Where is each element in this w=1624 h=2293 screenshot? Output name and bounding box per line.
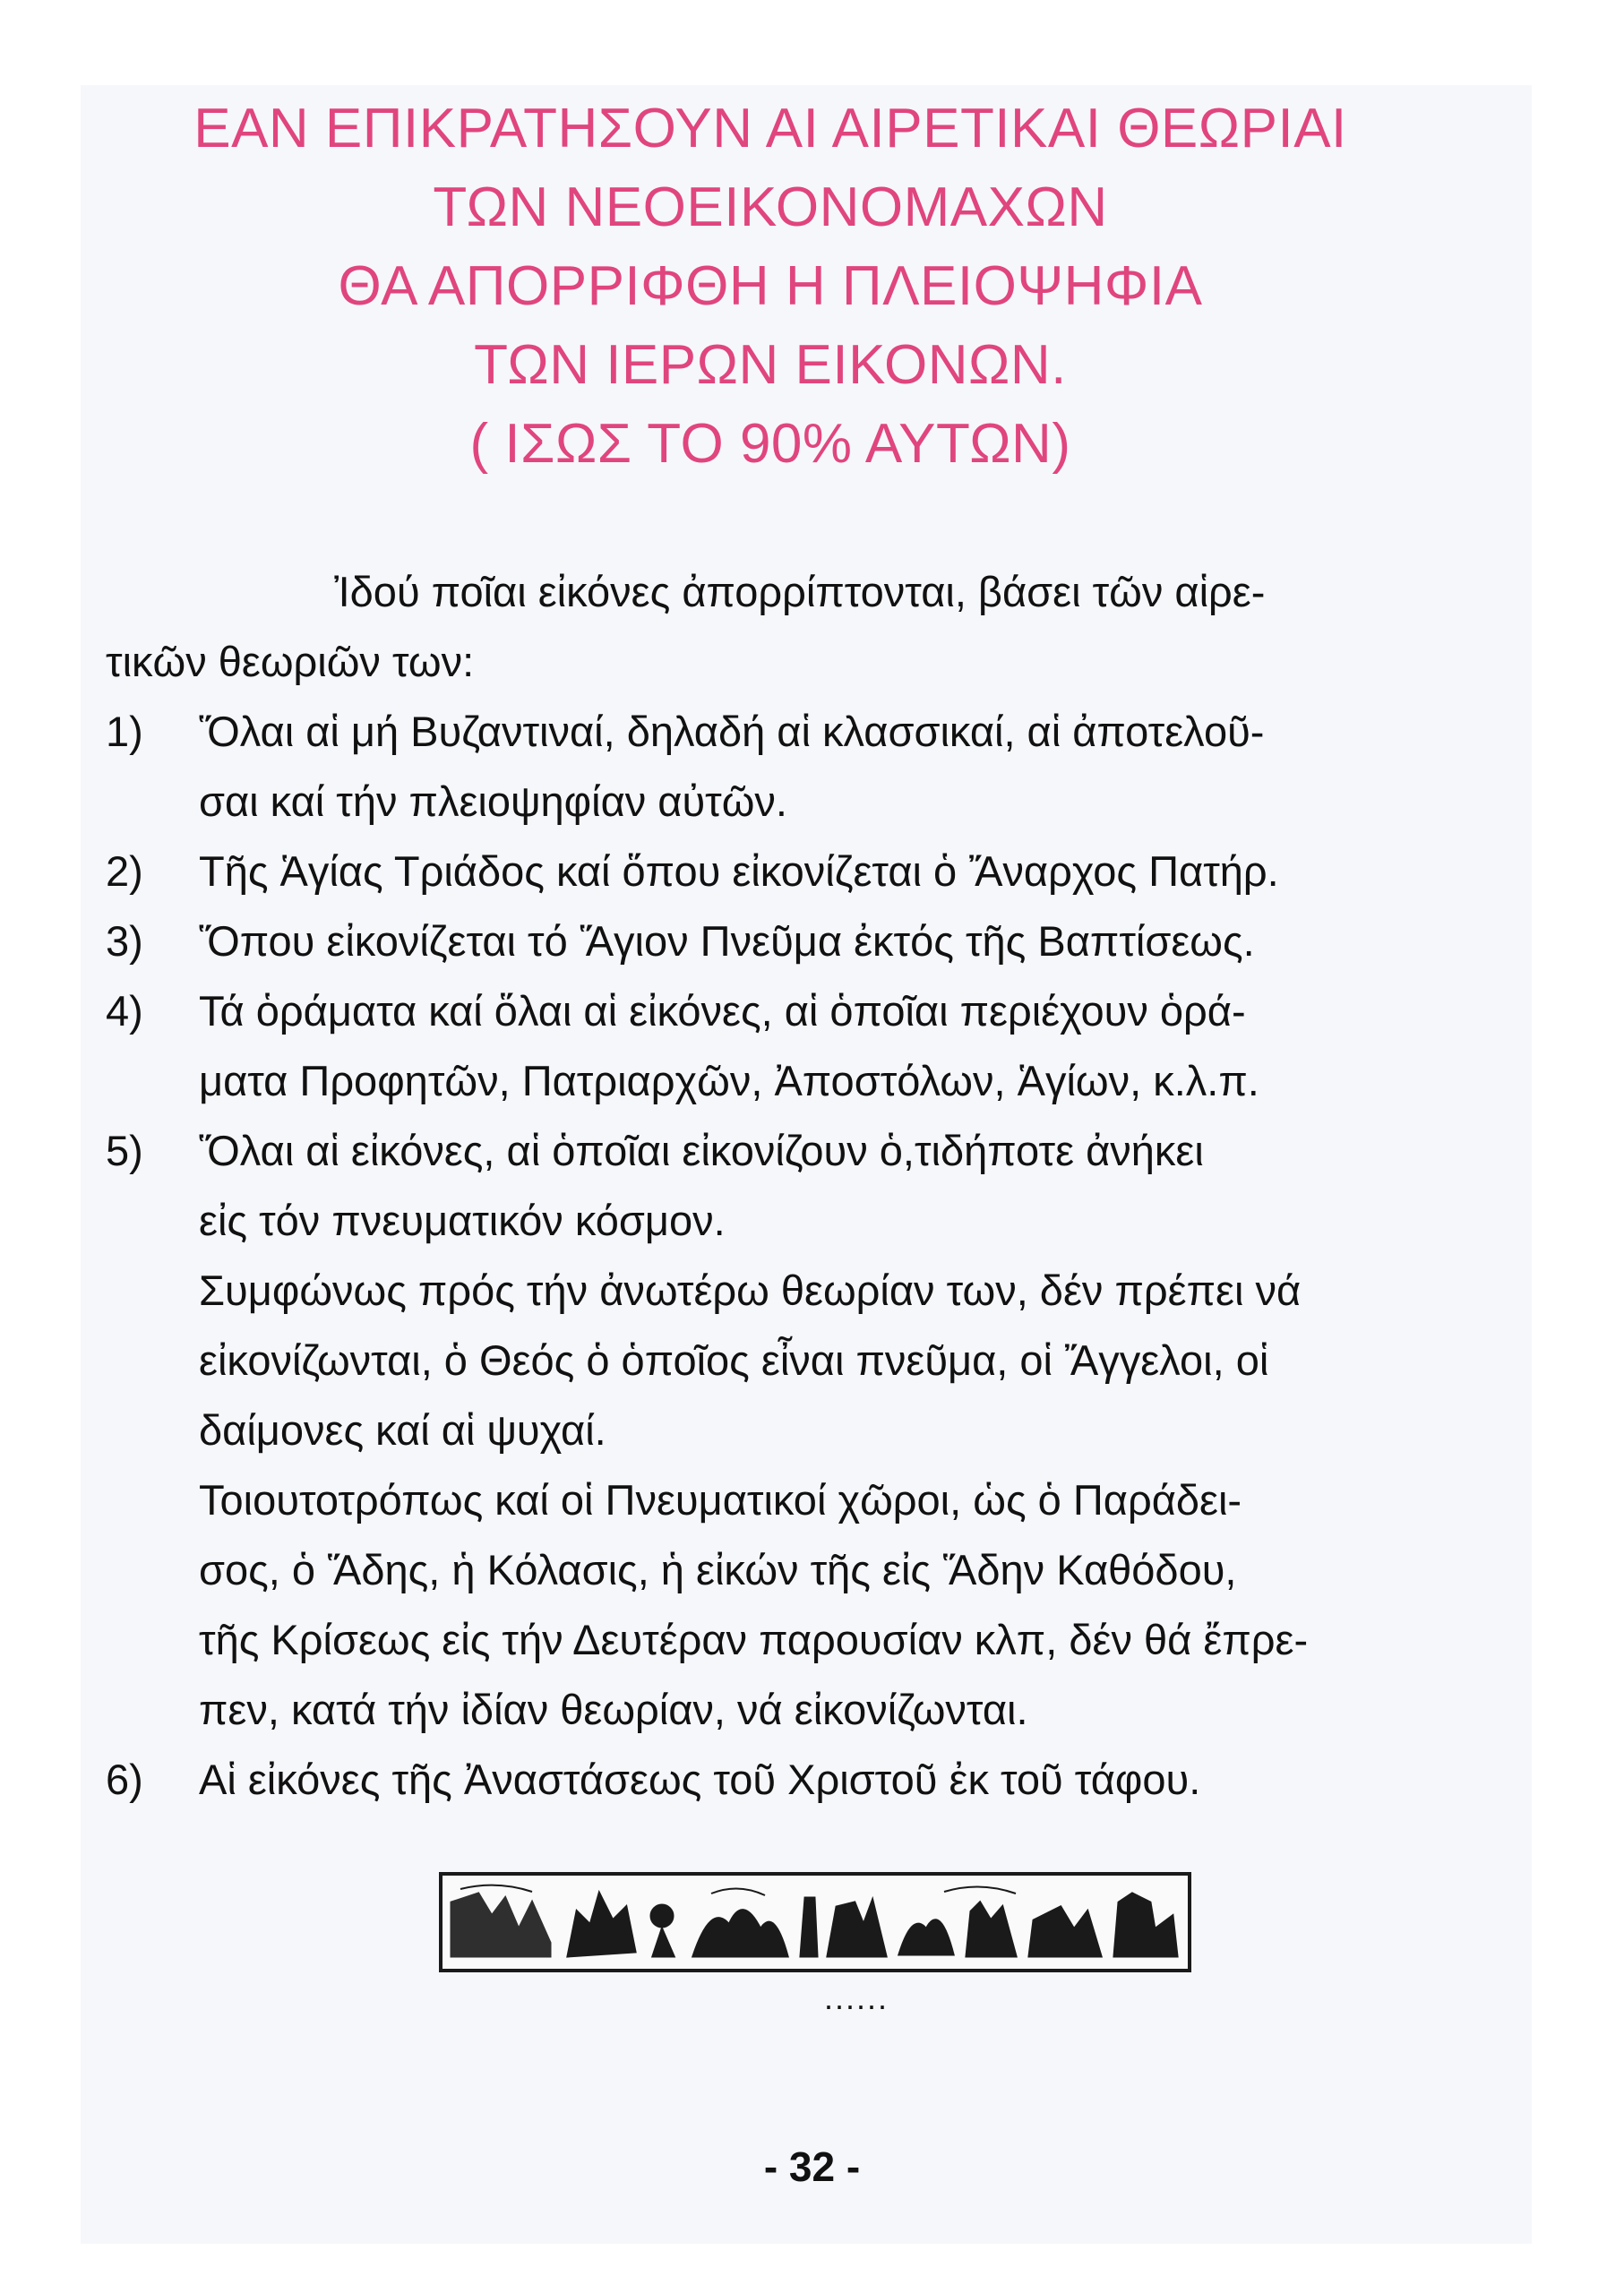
decorative-vignette-icon <box>439 1872 1191 1972</box>
item-line: Αἱ εἰκόνες τῆς Ἀναστάσεως τοῦ Χριστοῦ ἐκ τοῦ τάφου. <box>199 1756 1201 1803</box>
intro-line: τικῶν θεωριῶν των: <box>106 638 475 685</box>
item-line: εἰκονίζωνται, ὁ Θεός ὁ ὁποῖος εἶναι πνεῦμα, οἱ Ἄγγελοι, οἱ <box>199 1336 1269 1384</box>
item-line: Τά ὁράματα καί ὅλαι αἱ εἰκόνες, αἱ ὁποῖαι περιέχουν ὁρά- <box>199 987 1246 1035</box>
item-line: σος, ὁ Ἅδης, ἡ Κόλασις, ἡ εἰκών τῆς εἰς Ἅδην Καθόδου, <box>199 1546 1237 1593</box>
list-item <box>106 697 1539 837</box>
item-line: ματα Προφητῶν, Πατριαρχῶν, Ἀποστόλων, Ἁγίων, κ.λ.π. <box>199 1057 1259 1104</box>
intro-line: Ἰδού ποῖαι εἰκόνες ἀπορρίπτονται, βάσει τῶν αἱρε- <box>334 568 1266 615</box>
item-line: Συμφώνως πρός τήν ἀνωτέρω θεωρίαν των, δέν πρέπει νά <box>199 1267 1302 1314</box>
page-number: - 32 - <box>763 2143 861 2190</box>
title-line: ( ΙΣΩΣ ΤΟ 90% ΑΥΤΩΝ) <box>469 413 1071 475</box>
item-line: Ὅλαι αἱ μή Βυζαντιναί, δηλαδή αἱ κλασσικαί, αἱ ἀποτελοῦ- <box>199 708 1265 755</box>
item-line: εἰς τόν πνευματικόν κόσμον. <box>199 1197 726 1244</box>
item-line: δαίμονες καί αἱ ψυχαί. <box>199 1406 606 1454</box>
item-line: πεν, κατά τήν ἰδίαν θεωρίαν, νά εἰκονίζωνται. <box>199 1686 1028 1733</box>
title-line: ΤΩΝ ΝΕΟΕΙΚΟΝΟΜΑΧΩΝ <box>433 176 1108 238</box>
body-text <box>106 557 1539 1815</box>
item-number: 6) <box>106 1756 143 1803</box>
page-title <box>90 90 1451 484</box>
item-number: 4) <box>106 987 143 1035</box>
item-number: 3) <box>106 917 143 965</box>
ellipsis-mark: ...... <box>824 1980 889 2016</box>
item-line: σαι καί τήν πλειοψηφίαν αὐτῶν. <box>199 777 787 825</box>
title-line: ΤΩΝ ΙΕΡΩΝ ΕΙΚΟΝΩΝ. <box>474 334 1067 396</box>
vignette-drawing <box>443 1876 1188 1969</box>
item-number: 2) <box>106 847 143 895</box>
item-line: Ὅλαι αἱ εἰκόνες, αἱ ὁποῖαι εἰκονίζουν ὁ,τιδήποτε ἀνήκει <box>199 1127 1204 1174</box>
list-item <box>106 1745 1539 1815</box>
list-item <box>106 1116 1539 1745</box>
list-item <box>106 837 1539 906</box>
list-item <box>106 976 1539 1116</box>
item-line: Ὅπου εἰκονίζεται τό Ἅγιον Πνεῦμα ἐκτός τῆς Βαπτίσεως. <box>199 917 1255 965</box>
item-line: Τοιουτοτρόπως καί οἱ Πνευματικοί χῶροι, ὡς ὁ Παράδει- <box>199 1476 1242 1524</box>
item-line: Τῆς Ἁγίας Τριάδος καί ὅπου εἰκονίζεται ὁ Ἄναρχος Πατήρ. <box>199 847 1279 895</box>
item-line: τῆς Κρίσεως εἰς τήν Δευτέραν παρουσίαν κλπ, δέν θά ἔπρε- <box>199 1616 1309 1663</box>
title-line: ΘΑ ΑΠΟΡΡΙΦΘΗ Η ΠΛΕΙΟΨΗΦΙΑ <box>338 255 1203 317</box>
title-line: ΕΑΝ ΕΠΙΚΡΑΤΗΣΟΥΝ ΑΙ ΑΙΡΕΤΙΚΑΙ ΘΕΩΡΙΑΙ <box>193 98 1347 159</box>
item-number: 5) <box>106 1127 143 1174</box>
list-item <box>106 906 1539 976</box>
item-number: 1) <box>106 708 143 755</box>
